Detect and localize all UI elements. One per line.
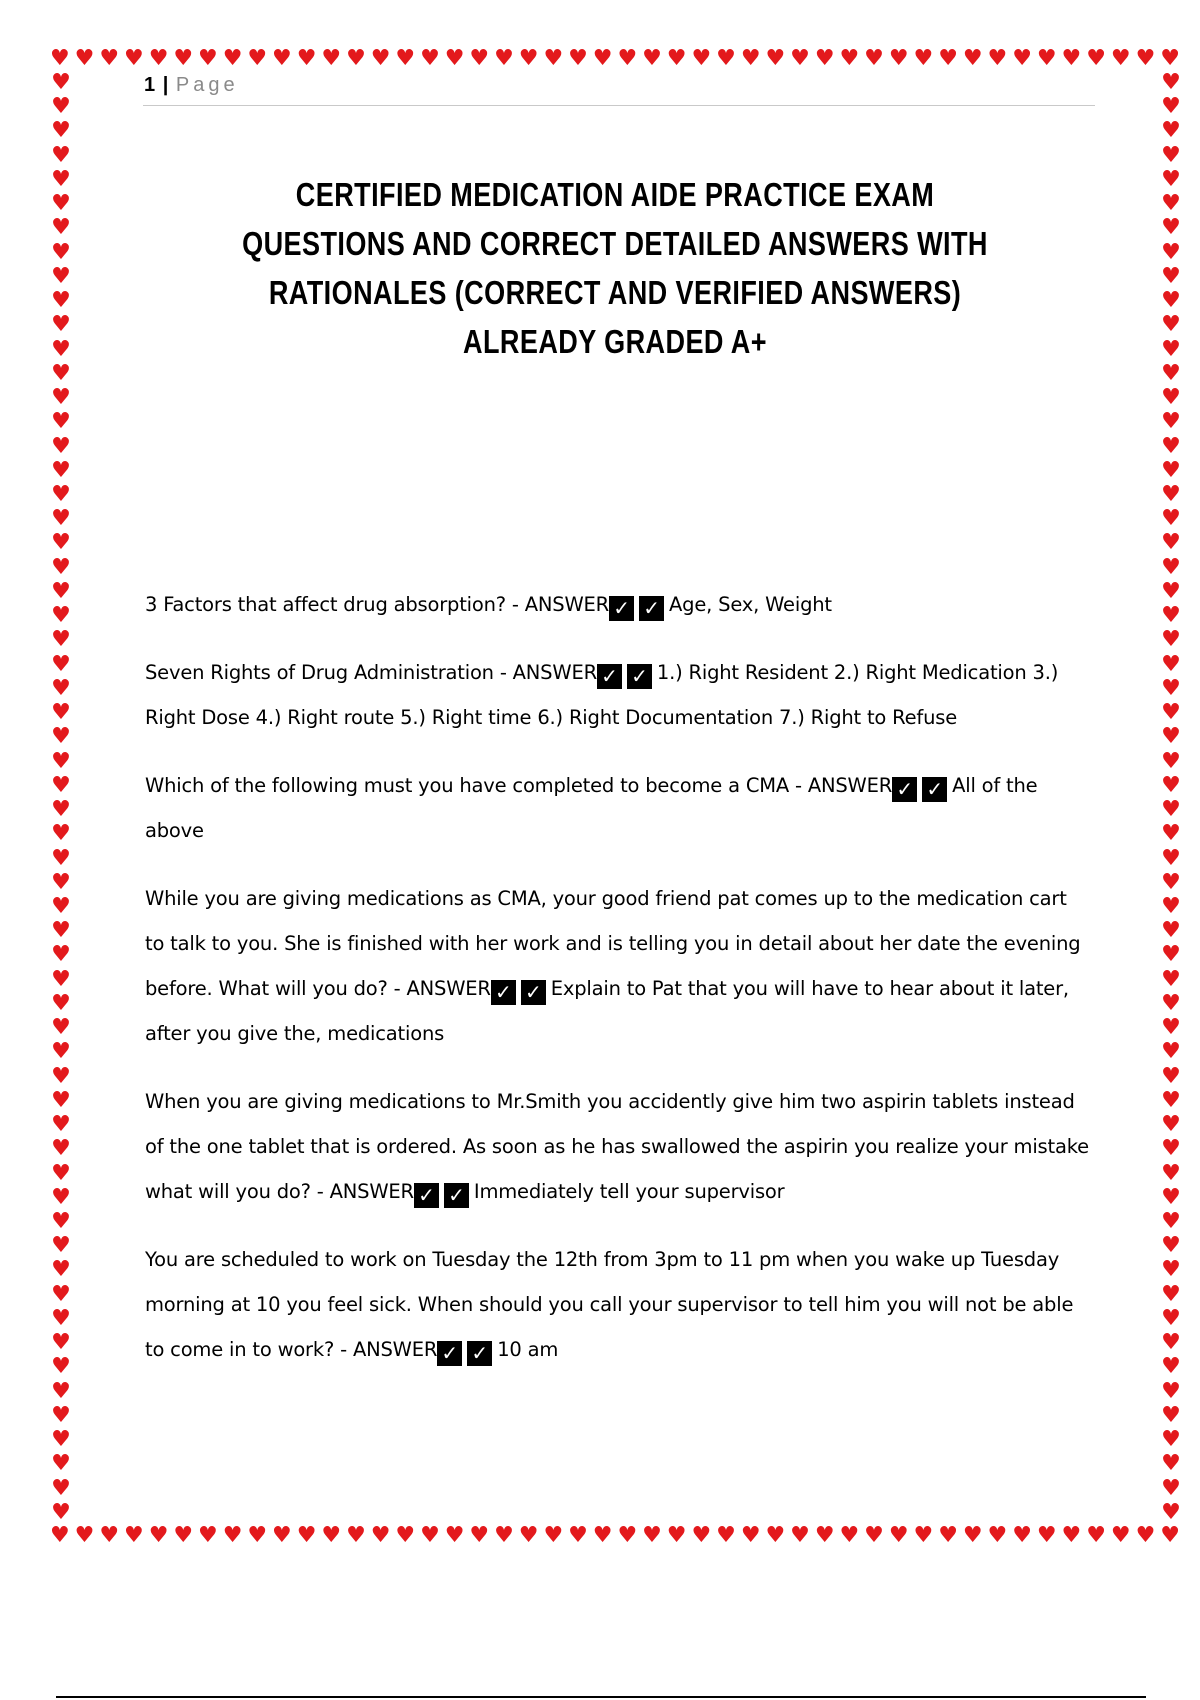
heart-icon: ♥ bbox=[1012, 46, 1032, 71]
heart-icon: ♥ bbox=[321, 46, 342, 71]
heart-icon: ♥ bbox=[272, 46, 292, 71]
answer-text: 1.) Right Resident 2.) Right Medication 3.) Right Dose 4.) Right route 5.) Right time 6.) Right Documentation 7.) Right to Refuse bbox=[145, 661, 1059, 729]
heart-icon: ♥ bbox=[1161, 821, 1181, 847]
heart-icon: ♥ bbox=[99, 1523, 120, 1548]
heart-icon: ♥ bbox=[1161, 118, 1181, 144]
heart-icon: ♥ bbox=[51, 627, 71, 653]
heart-icon: ♥ bbox=[148, 1523, 169, 1548]
qa-item bbox=[145, 876, 1090, 1056]
heart-icon: ♥ bbox=[51, 1015, 71, 1041]
heart-icon: ♥ bbox=[987, 1523, 1008, 1548]
qa-item bbox=[145, 763, 1090, 853]
answer-text: 10 am bbox=[497, 1338, 559, 1361]
heart-icon: ♥ bbox=[592, 46, 613, 71]
heart-icon: ♥ bbox=[1135, 46, 1156, 71]
heart-icon: ♥ bbox=[568, 1523, 588, 1548]
heart-icon: ♥ bbox=[51, 1354, 71, 1380]
heart-icon: ♥ bbox=[51, 603, 71, 629]
heart-icon: ♥ bbox=[51, 578, 71, 604]
heart-icon: ♥ bbox=[1161, 409, 1181, 435]
heart-icon: ♥ bbox=[1161, 1451, 1181, 1477]
question-text: You are scheduled to work on Tuesday the 12th from 3pm to 11 pm when you wake up Tuesday morning at 10 you feel sick. When should you call your supervisor to tell him you will not be able to come in to work? - ANSWER bbox=[145, 1248, 1074, 1361]
heart-icon: ♥ bbox=[1161, 191, 1181, 217]
heart-icon: ♥ bbox=[1110, 1523, 1131, 1548]
heart-icon: ♥ bbox=[1161, 1281, 1181, 1307]
heart-border-bottom bbox=[50, 1523, 1180, 1549]
check-icon: ✓ bbox=[444, 1183, 469, 1208]
heart-icon: ♥ bbox=[1161, 530, 1181, 556]
heart-icon: ♥ bbox=[1161, 336, 1181, 362]
heart-icon: ♥ bbox=[691, 46, 712, 71]
heart-icon: ♥ bbox=[51, 1160, 71, 1186]
heart-icon: ♥ bbox=[51, 1209, 71, 1235]
heart-icon: ♥ bbox=[51, 1257, 71, 1283]
question-text: When you are giving medications to Mr.Smith you accidently give him two aspirin tablets instead of the one tablet that is ordered. As soon as he has swallowed the aspirin you realize your mistake what will you do? - ANSWER bbox=[145, 1090, 1089, 1203]
heart-icon: ♥ bbox=[1160, 46, 1180, 71]
heart-icon: ♥ bbox=[51, 1499, 71, 1524]
heart-icon: ♥ bbox=[247, 1523, 268, 1548]
heart-icon: ♥ bbox=[691, 1523, 712, 1548]
heart-icon: ♥ bbox=[51, 215, 71, 241]
heart-icon: ♥ bbox=[51, 918, 71, 944]
heart-icon: ♥ bbox=[740, 1523, 761, 1548]
heart-icon: ♥ bbox=[913, 46, 934, 71]
heart-icon: ♥ bbox=[395, 46, 416, 71]
heart-icon: ♥ bbox=[1161, 433, 1181, 459]
heart-icon: ♥ bbox=[666, 1523, 687, 1548]
heart-icon: ♥ bbox=[1161, 94, 1181, 120]
heart-icon: ♥ bbox=[1161, 1378, 1181, 1404]
heart-icon: ♥ bbox=[1161, 1087, 1181, 1113]
heart-icon: ♥ bbox=[1036, 46, 1057, 71]
heart-icon: ♥ bbox=[1036, 1523, 1057, 1548]
heart-icon: ♥ bbox=[51, 700, 71, 726]
heart-icon: ♥ bbox=[395, 1523, 416, 1548]
heart-icon: ♥ bbox=[1161, 1233, 1181, 1259]
heart-icon: ♥ bbox=[51, 1136, 71, 1162]
heart-icon: ♥ bbox=[1161, 1209, 1181, 1235]
heart-icon: ♥ bbox=[1161, 1039, 1181, 1065]
heart-icon: ♥ bbox=[222, 46, 243, 71]
heart-icon: ♥ bbox=[51, 869, 71, 895]
heart-icon: ♥ bbox=[51, 142, 71, 168]
heart-icon: ♥ bbox=[1161, 966, 1181, 992]
heart-icon: ♥ bbox=[173, 46, 194, 71]
heart-icon: ♥ bbox=[51, 1233, 71, 1259]
heart-icon: ♥ bbox=[1161, 288, 1181, 314]
heart-icon: ♥ bbox=[1161, 578, 1181, 604]
heart-icon: ♥ bbox=[51, 457, 71, 483]
heart-icon: ♥ bbox=[51, 821, 71, 847]
heart-icon: ♥ bbox=[51, 1184, 71, 1210]
heart-icon: ♥ bbox=[839, 1523, 860, 1548]
heart-icon: ♥ bbox=[51, 1063, 71, 1089]
header-divider bbox=[143, 105, 1095, 106]
check-icon: ✓ bbox=[922, 777, 947, 802]
heart-icon: ♥ bbox=[518, 1523, 539, 1548]
heart-icon: ♥ bbox=[51, 675, 71, 701]
heart-icon: ♥ bbox=[1161, 675, 1181, 701]
page-number: 1 bbox=[144, 74, 157, 96]
heart-icon: ♥ bbox=[1161, 1160, 1181, 1186]
heart-icon: ♥ bbox=[99, 46, 120, 71]
heart-icon: ♥ bbox=[1110, 46, 1131, 71]
heart-icon: ♥ bbox=[420, 46, 440, 71]
check-icon: ✓ bbox=[597, 664, 622, 689]
heart-icon: ♥ bbox=[74, 46, 95, 71]
heart-icon: ♥ bbox=[716, 1523, 736, 1548]
heart-icon: ♥ bbox=[790, 46, 810, 71]
heart-icon: ♥ bbox=[321, 1523, 342, 1548]
heart-icon: ♥ bbox=[1161, 1015, 1181, 1041]
heart-icon: ♥ bbox=[346, 46, 366, 71]
heart-icon: ♥ bbox=[494, 46, 514, 71]
heart-icon: ♥ bbox=[987, 46, 1008, 71]
heart-icon: ♥ bbox=[1161, 166, 1181, 192]
heart-icon: ♥ bbox=[51, 651, 71, 677]
heart-icon: ♥ bbox=[444, 46, 465, 71]
heart-icon: ♥ bbox=[1161, 1354, 1181, 1380]
heart-icon: ♥ bbox=[1161, 772, 1181, 798]
heart-icon: ♥ bbox=[1161, 457, 1181, 483]
heart-icon: ♥ bbox=[51, 312, 71, 338]
heart-icon: ♥ bbox=[1161, 942, 1181, 968]
heart-icon: ♥ bbox=[51, 433, 71, 459]
heart-icon: ♥ bbox=[642, 46, 662, 71]
heart-icon: ♥ bbox=[740, 46, 761, 71]
heart-icon: ♥ bbox=[51, 1378, 71, 1404]
heart-icon: ♥ bbox=[1160, 1523, 1180, 1548]
heart-icon: ♥ bbox=[1161, 724, 1181, 750]
heart-icon: ♥ bbox=[1161, 142, 1181, 168]
heart-icon: ♥ bbox=[938, 46, 958, 71]
heart-icon: ♥ bbox=[51, 409, 71, 435]
heart-icon: ♥ bbox=[51, 530, 71, 556]
question-text: Seven Rights of Drug Administration - ANSWER bbox=[145, 661, 597, 684]
heart-icon: ♥ bbox=[198, 1523, 218, 1548]
heart-icon: ♥ bbox=[51, 990, 71, 1016]
heart-icon: ♥ bbox=[51, 966, 71, 992]
heart-icon: ♥ bbox=[1012, 1523, 1032, 1548]
heart-icon: ♥ bbox=[1161, 1330, 1181, 1356]
heart-icon: ♥ bbox=[51, 1112, 71, 1138]
check-icon: ✓ bbox=[892, 777, 917, 802]
check-icon: ✓ bbox=[639, 596, 664, 621]
heart-icon: ♥ bbox=[938, 1523, 958, 1548]
heart-icon: ♥ bbox=[1161, 869, 1181, 895]
heart-icon: ♥ bbox=[51, 554, 71, 580]
qa-item bbox=[145, 1237, 1090, 1372]
heart-icon: ♥ bbox=[716, 46, 736, 71]
heart-icon: ♥ bbox=[50, 46, 70, 71]
heart-icon: ♥ bbox=[1161, 481, 1181, 507]
heart-icon: ♥ bbox=[666, 46, 687, 71]
heart-icon: ♥ bbox=[1161, 797, 1181, 823]
heart-icon: ♥ bbox=[51, 1039, 71, 1065]
answer-text: All of the above bbox=[145, 774, 1038, 842]
heart-icon: ♥ bbox=[642, 1523, 662, 1548]
heart-icon: ♥ bbox=[51, 288, 71, 314]
heart-icon: ♥ bbox=[839, 46, 860, 71]
page-header bbox=[144, 74, 239, 97]
heart-icon: ♥ bbox=[1086, 46, 1106, 71]
heart-icon: ♥ bbox=[51, 772, 71, 798]
heart-icon: ♥ bbox=[1161, 1305, 1181, 1331]
heart-icon: ♥ bbox=[370, 46, 391, 71]
heart-icon: ♥ bbox=[1161, 700, 1181, 726]
heart-icon: ♥ bbox=[1161, 1427, 1181, 1453]
check-icon: ✓ bbox=[491, 980, 516, 1005]
heart-icon: ♥ bbox=[864, 1523, 884, 1548]
document-title: CERTIFIED MEDICATION AIDE PRACTICE EXAM QUESTIONS AND CORRECT DETAILED ANSWERS WITH RATIONALES (CORRECT AND VERIFIED ANSWERS) ALREADY GRADED A+ bbox=[242, 176, 988, 360]
heart-icon: ♥ bbox=[51, 1281, 71, 1307]
heart-icon: ♥ bbox=[51, 385, 71, 411]
heart-icon: ♥ bbox=[1061, 1523, 1082, 1548]
heart-icon: ♥ bbox=[1161, 239, 1181, 265]
heart-icon: ♥ bbox=[1161, 603, 1181, 629]
heart-icon: ♥ bbox=[1161, 312, 1181, 338]
heart-icon: ♥ bbox=[420, 1523, 440, 1548]
heart-icon: ♥ bbox=[1161, 385, 1181, 411]
heart-icon: ♥ bbox=[592, 1523, 613, 1548]
heart-border-top bbox=[50, 46, 1180, 72]
check-icon: ✓ bbox=[521, 980, 546, 1005]
heart-icon: ♥ bbox=[888, 46, 909, 71]
heart-icon: ♥ bbox=[1161, 748, 1181, 774]
heart-icon: ♥ bbox=[51, 1427, 71, 1453]
check-icon: ✓ bbox=[437, 1341, 462, 1366]
question-text: 3 Factors that affect drug absorption? - ANSWER bbox=[145, 593, 610, 616]
heart-icon: ♥ bbox=[51, 1087, 71, 1113]
heart-icon: ♥ bbox=[1161, 651, 1181, 677]
heart-icon: ♥ bbox=[814, 46, 835, 71]
heart-icon: ♥ bbox=[51, 1305, 71, 1331]
heart-icon: ♥ bbox=[173, 1523, 194, 1548]
qa-list bbox=[145, 582, 1090, 1395]
heart-icon: ♥ bbox=[494, 1523, 514, 1548]
heart-icon: ♥ bbox=[51, 1475, 71, 1501]
heart-icon: ♥ bbox=[1161, 1257, 1181, 1283]
heart-icon: ♥ bbox=[51, 166, 71, 192]
heart-icon: ♥ bbox=[1161, 72, 1181, 95]
heart-icon: ♥ bbox=[765, 46, 786, 71]
qa-item bbox=[145, 582, 1090, 627]
heart-icon: ♥ bbox=[469, 46, 490, 71]
answer-text: Immediately tell your supervisor bbox=[473, 1180, 785, 1203]
heart-icon: ♥ bbox=[124, 1523, 144, 1548]
heart-icon: ♥ bbox=[1161, 1184, 1181, 1210]
check-icon: ✓ bbox=[414, 1183, 439, 1208]
answer-text: Age, Sex, Weight bbox=[669, 593, 832, 616]
heart-icon: ♥ bbox=[370, 1523, 391, 1548]
heart-icon: ♥ bbox=[247, 46, 268, 71]
heart-icon: ♥ bbox=[1161, 893, 1181, 919]
heart-icon: ♥ bbox=[50, 1523, 70, 1548]
heart-icon: ♥ bbox=[346, 1523, 366, 1548]
heart-icon: ♥ bbox=[1161, 1136, 1181, 1162]
heart-icon: ♥ bbox=[1161, 360, 1181, 386]
check-icon: ✓ bbox=[609, 596, 634, 621]
heart-icon: ♥ bbox=[148, 46, 169, 71]
heart-icon: ♥ bbox=[51, 360, 71, 386]
heart-icon: ♥ bbox=[864, 46, 884, 71]
heart-icon: ♥ bbox=[617, 1523, 638, 1548]
heart-icon: ♥ bbox=[51, 72, 71, 95]
heart-icon: ♥ bbox=[469, 1523, 490, 1548]
heart-icon: ♥ bbox=[51, 239, 71, 265]
heart-icon: ♥ bbox=[617, 46, 638, 71]
heart-icon: ♥ bbox=[1161, 1402, 1181, 1428]
heart-icon: ♥ bbox=[543, 1523, 564, 1548]
check-icon: ✓ bbox=[627, 664, 652, 689]
heart-icon: ♥ bbox=[1161, 627, 1181, 653]
heart-icon: ♥ bbox=[1161, 506, 1181, 532]
heart-icon: ♥ bbox=[962, 46, 983, 71]
heart-icon: ♥ bbox=[518, 46, 539, 71]
heart-icon: ♥ bbox=[1161, 1112, 1181, 1138]
heart-icon: ♥ bbox=[444, 1523, 465, 1548]
heart-icon: ♥ bbox=[51, 263, 71, 289]
heart-icon: ♥ bbox=[1161, 1063, 1181, 1089]
heart-icon: ♥ bbox=[1161, 554, 1181, 580]
heart-icon: ♥ bbox=[51, 942, 71, 968]
heart-border-left bbox=[48, 72, 74, 1524]
heart-icon: ♥ bbox=[765, 1523, 786, 1548]
heart-icon: ♥ bbox=[51, 506, 71, 532]
heart-icon: ♥ bbox=[51, 1330, 71, 1356]
heart-icon: ♥ bbox=[51, 724, 71, 750]
heart-icon: ♥ bbox=[51, 748, 71, 774]
heart-icon: ♥ bbox=[1161, 990, 1181, 1016]
heart-icon: ♥ bbox=[913, 1523, 934, 1548]
heart-icon: ♥ bbox=[51, 94, 71, 120]
page-separator: | bbox=[162, 74, 170, 96]
heart-icon: ♥ bbox=[51, 191, 71, 217]
question-text: While you are giving medications as CMA, your good friend pat comes up to the medication cart to talk to you. She is finished with her work and is telling you in detail about her date the evening before. What will you do? - ANSWER bbox=[145, 887, 1081, 1000]
heart-icon: ♥ bbox=[51, 1402, 71, 1428]
heart-icon: ♥ bbox=[1161, 1499, 1181, 1524]
qa-item bbox=[145, 650, 1090, 740]
heart-icon: ♥ bbox=[1161, 215, 1181, 241]
heart-icon: ♥ bbox=[543, 46, 564, 71]
heart-icon: ♥ bbox=[1161, 845, 1181, 871]
heart-icon: ♥ bbox=[51, 481, 71, 507]
heart-icon: ♥ bbox=[1086, 1523, 1106, 1548]
heart-icon: ♥ bbox=[272, 1523, 292, 1548]
heart-icon: ♥ bbox=[1061, 46, 1082, 71]
heart-icon: ♥ bbox=[124, 46, 144, 71]
heart-icon: ♥ bbox=[1161, 1475, 1181, 1501]
heart-icon: ♥ bbox=[51, 336, 71, 362]
heart-icon: ♥ bbox=[222, 1523, 243, 1548]
page-bottom-divider bbox=[56, 1696, 1146, 1698]
answer-text: Explain to Pat that you will have to hear about it later, after you give the, medications bbox=[145, 977, 1069, 1045]
heart-icon: ♥ bbox=[198, 46, 218, 71]
heart-icon: ♥ bbox=[51, 118, 71, 144]
page-label: Page bbox=[175, 74, 239, 96]
heart-icon: ♥ bbox=[814, 1523, 835, 1548]
heart-border-right bbox=[1158, 72, 1184, 1524]
heart-icon: ♥ bbox=[51, 1451, 71, 1477]
heart-icon: ♥ bbox=[51, 893, 71, 919]
question-text: Which of the following must you have completed to become a CMA - ANSWER bbox=[145, 774, 893, 797]
heart-icon: ♥ bbox=[1135, 1523, 1156, 1548]
heart-icon: ♥ bbox=[296, 46, 317, 71]
heart-icon: ♥ bbox=[1161, 918, 1181, 944]
check-icon: ✓ bbox=[467, 1341, 492, 1366]
heart-icon: ♥ bbox=[51, 797, 71, 823]
heart-icon: ♥ bbox=[51, 845, 71, 871]
heart-icon: ♥ bbox=[790, 1523, 810, 1548]
heart-icon: ♥ bbox=[296, 1523, 317, 1548]
heart-icon: ♥ bbox=[888, 1523, 909, 1548]
heart-icon: ♥ bbox=[568, 46, 588, 71]
qa-item bbox=[145, 1079, 1090, 1214]
heart-icon: ♥ bbox=[1161, 263, 1181, 289]
heart-icon: ♥ bbox=[74, 1523, 95, 1548]
heart-icon: ♥ bbox=[962, 1523, 983, 1548]
